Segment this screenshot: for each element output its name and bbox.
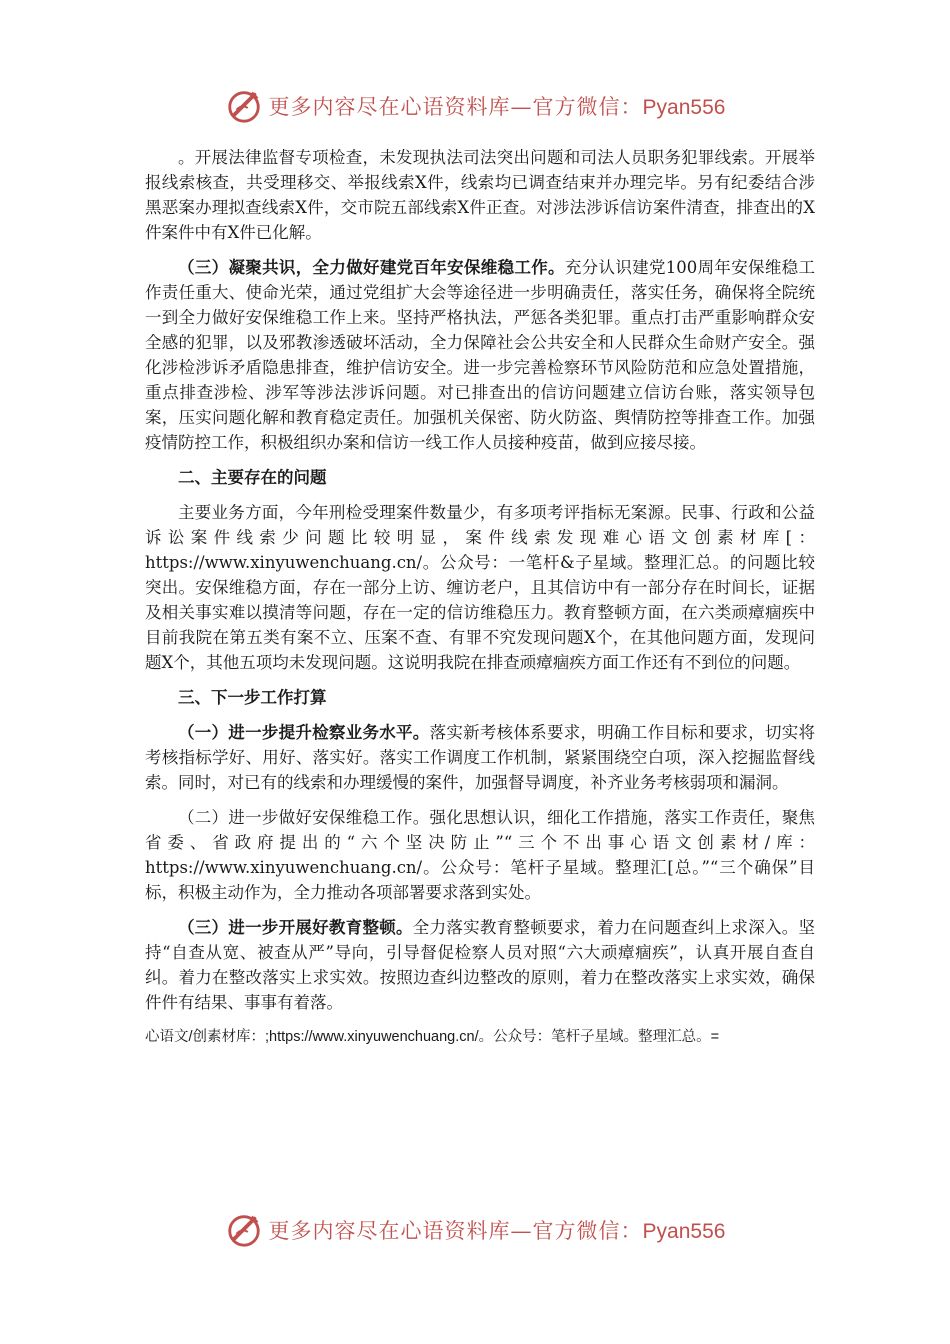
wechat-id: Pyan556 (642, 1220, 726, 1243)
document-body (145, 145, 815, 1060)
pen-logo-icon (225, 1211, 263, 1249)
banner-text: 更多内容尽在心语资料库—官方微信：Pyan556 (268, 95, 726, 119)
section-heading: 三、下一步工作打算 (178, 688, 327, 707)
section-lead: （三）进一步开展好教育整顿。 (178, 918, 413, 937)
footer-banner (0, 1210, 950, 1250)
paragraph: （三）进一步开展好教育整顿。全力落实教育整顿要求，着力在问题查纠上求深入。坚持“自查从宽、被查从严”导向，引导督促检察人员对照“六大顽瘴痼疾”，认真开展自查自纠。着力在整改落实上求实效。按照边查纠边整改的原则，着力在整改落实上求实效，确保件件有结果、事事有着落。 (145, 918, 816, 1012)
banner-text: 更多内容尽在心语资料库—官方微信：Pyan556 (268, 1219, 726, 1243)
section-lead: （三）凝聚共识，全力做好建党百年安保维稳工作。 (178, 258, 565, 277)
section-lead: （一）进一步提升检察业务水平。 (178, 723, 430, 742)
section-heading: 二、主要存在的问题 (178, 468, 327, 487)
paragraph: 。开展法律监督专项检查，未发现执法司法突出问题和司法人员职务犯罪线索。开展举报线索核查，共受理移交、举报线索X件，线索均已调查结束并办理完毕。另有纪委结合涉黑恶案办理拟查线索X件，交市院五部线索X件正查。对涉法涉诉信访案件清查，排查出的X件案件中有X件已化解。 (145, 148, 815, 242)
paragraph: （一）进一步提升检察业务水平。落实新考核体系要求，明确工作目标和要求，切实将考核指标学好、用好、落实好。落实工作调度工作机制，紧紧围绕空白项，深入挖掘监督线索。同时，对已有的线索和办理缓慢的案件，加强督导调度，补齐业务考核弱项和漏洞。 (145, 723, 816, 792)
paragraph: （二）进一步做好安保维稳工作。强化思想认识，细化工作措施，落实工作责任，聚焦省委、省政府提出的“六个坚决防止”“三个不出事心语文创素材/库：https://www.xinyuwenchuang.cn/。公众号：笔杆子星域。整理汇[总。”“三个确保”目标，积极主动作为，全力推动各项部署要求落到实处。 (145, 808, 815, 902)
footnote: 心语文/创素材库：;https://www.xinyuwenchuang.cn/。公众号：笔杆子星域。整理汇总。= (145, 1029, 720, 1045)
pen-logo-icon (225, 87, 263, 125)
paragraph: （三）凝聚共识，全力做好建党百年安保维稳工作。充分认识建党100周年安保维稳工作责任重大、使命光荣，通过党组扩大会等途径进一步明确责任，落实任务，确保将全院统一到全力做好安保维稳工作上来。坚持严格执法，严惩各类犯罪。重点打击严重影响群众安全感的犯罪，以及邪教渗透破坏活动，全力保障社会公共安全和人民群众生命财产安全。强化涉检涉诉矛盾隐患排查，维护信访安全。进一步完善检察环节风险防范和应急处置措施，重点排查涉检、涉军等涉法涉诉问题。对已排查出的信访问题建立信访台账，落实领导包案，压实问题化解和教育稳定责任。加强机关保密、防火防盗、舆情防控等排查工作。加强疫情防控工作，积极组织办案和信访一线工作人员接种疫苗，做到应接尽接。 (145, 258, 816, 452)
wechat-id: Pyan556 (642, 96, 726, 119)
paragraph: 主要业务方面，今年刑检受理案件数量少，有多项考评指标无案源。民事、行政和公益诉讼案件线索少问题比较明显，案件线索发现难心语文创素材库[：https://www.xinyuwenchuang.cn/。公众号：一笔杆&子星域。整理汇总。的问题比较突出。安保维稳方面，存在一部分上访、缠访老户，且其信访中有一部分存在时间长，证据及相关事实难以摸清等问题，存在一定的信访维稳压力。教育整顿方面，在六类顽瘴痼疾中目前我院在第五类有案不立、压案不查、有罪不究发现问题X个，在其他问题方面，发现问题X个，其他五项均未发现问题。这说明我院在排查顽瘴痼疾方面工作还有不到位的问题。 (145, 503, 815, 672)
header-banner (0, 86, 950, 126)
